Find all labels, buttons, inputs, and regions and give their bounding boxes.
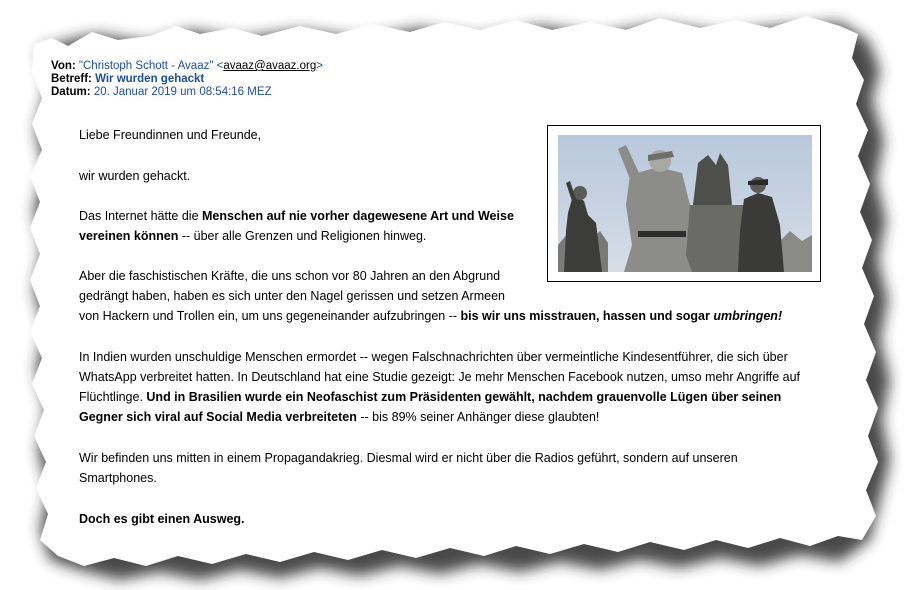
- date-value: 20. Januar 2019 um 08:54:16 MEZ: [93, 86, 272, 98]
- date-label: Datum:: [51, 86, 91, 98]
- paragraph-way-out: [79, 509, 245, 529]
- subject-label: Betreff:: [51, 73, 92, 85]
- greeting: Liebe Freundinnen und Freunde,: [79, 128, 262, 142]
- p5-line-2: Smartphones.: [79, 471, 157, 485]
- paragraph-hacked: wir wurden gehackt.: [79, 169, 191, 183]
- paragraph-internet: [79, 206, 514, 246]
- header-subject: [51, 73, 204, 86]
- p5-line-1: Wir befinden uns mitten in einem Propagandakrieg. Diesmal wird er nicht über die Radios geführt, sondern auf unseren: [79, 451, 738, 465]
- p6-bold: Doch es gibt einen Ausweg.: [79, 512, 245, 526]
- p4-line-3a: Flüchtlinge.: [79, 390, 147, 404]
- photo-frame: [547, 125, 821, 282]
- header-from: [51, 60, 323, 73]
- p2-bold-a: Menschen auf nie vorher dagewesene Art und Weise: [202, 209, 514, 223]
- p4-line-2: WhatsApp verbreitet hatten. In Deutschland hat eine Studie gezeigt: Je mehr Menschen Facebook nutzen, umso mehr Angriffe auf: [79, 370, 801, 384]
- from-label: Von:: [51, 60, 76, 72]
- from-name: "Christoph Schott - Avaaz" <: [78, 60, 224, 72]
- from-close: >: [316, 60, 323, 72]
- historical-photo: [558, 135, 812, 272]
- p3-line-3a: von Hackern und Trollen ein, um uns gegeneinander aufzubringen --: [79, 309, 461, 323]
- p2-text-c: -- über alle Grenzen und Religionen hinweg.: [178, 229, 427, 243]
- subject-value: Wir wurden gehackt: [95, 73, 205, 85]
- paragraph-propaganda: [79, 448, 738, 488]
- p3-bold: bis wir uns misstrauen, hassen und sogar: [460, 309, 714, 323]
- header-date: [51, 86, 272, 99]
- p4-bold-a: Und in Brasilien wurde ein Neofaschist zum Präsidenten gewählt, nachdem grauenvolle Lügen über seinen: [146, 390, 782, 404]
- p3-line-1: Aber die faschistischen Kräfte, die uns schon vor 80 Jahren an den Abgrund: [79, 269, 501, 283]
- p3-line-2: gedrängt haben, haben es sich unter den Nagel gerissen und setzen Armeen: [79, 289, 505, 303]
- p4-line-1: In Indien wurden unschuldige Menschen ermordet -- wegen Falschnachrichten über vermeintliche Kindesentführer, die sich über: [79, 350, 788, 364]
- p2-text-a: Das Internet hätte die: [79, 209, 202, 223]
- p4-line-4b: -- bis 89% seiner Anhänger diese glaubten!: [356, 410, 600, 424]
- from-email-link[interactable]: avaaz@avaaz.org: [223, 60, 317, 72]
- p4-bold-b: Gegner sich viral auf Social Media verbreiteten: [79, 410, 357, 424]
- p2-bold-b: vereinen können: [79, 229, 179, 243]
- paragraph-india: [79, 347, 800, 427]
- p3-bold-italic: umbringen!: [713, 309, 783, 323]
- paragraph-fascist: [79, 266, 782, 326]
